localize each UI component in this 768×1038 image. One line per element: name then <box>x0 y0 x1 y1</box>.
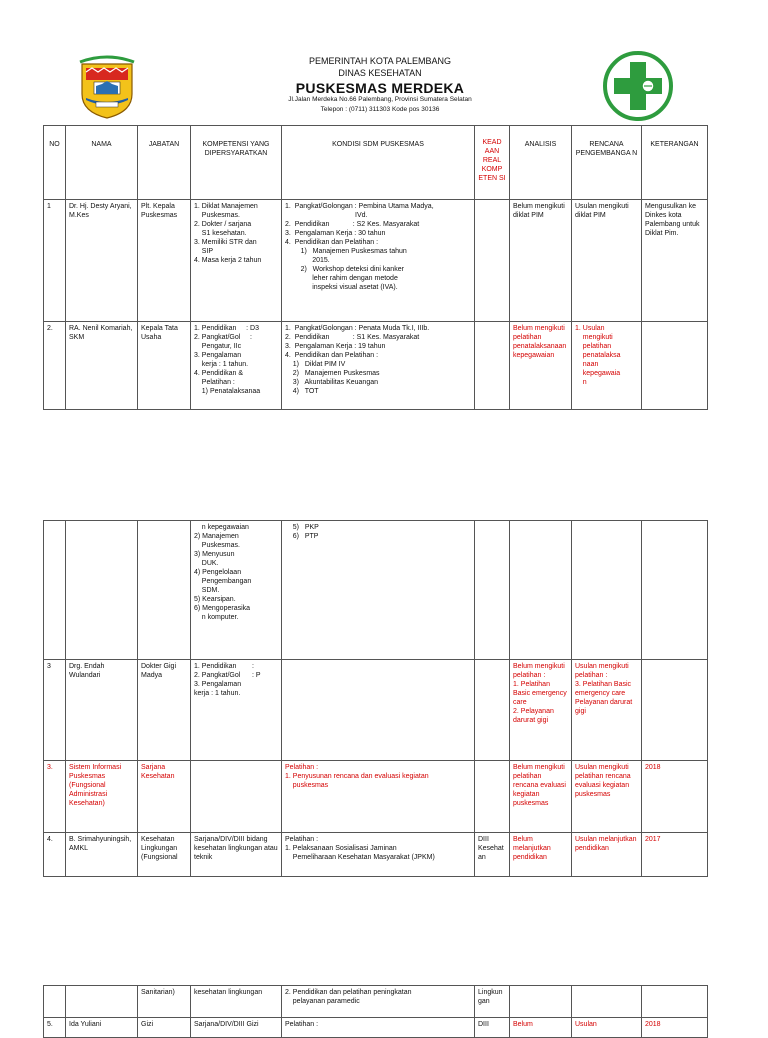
letterhead-title: PUSKESMAS MERDEKA <box>295 80 465 96</box>
cell-kompetensi <box>191 761 282 833</box>
cell-nama: Ida Yuliani <box>66 1018 138 1038</box>
cell-keadaan <box>475 660 510 761</box>
cell-keadaan <box>475 761 510 833</box>
cell-rencana: Usulan mengikuti pelatihan : 3. Pelatihan Basic emergency care Pelayanan darurat gigi <box>572 660 642 761</box>
cell-keadaan <box>475 521 510 660</box>
table-header-row <box>44 126 708 200</box>
header-no: NO <box>44 126 66 200</box>
cell-keadaan: DIII Kesehatan <box>475 833 510 877</box>
table-row <box>44 322 708 410</box>
cell-rencana: Usulan mengikuti diklat PIM <box>572 200 642 322</box>
cell-kondisi: 1. Pangkat/Golongan : Pembina Utama Madya, IVd. 2. Pendidikan : S2 Kes. Masyarakat 3. Pengalaman Kerja : 30 tahun 4. Pendidikan dan Pelatihan : 1) Manajemen Puskesmas tahun 2015. 2) Workshop deteksi dini kanker leher rahim dengan metode inspeksi visual asetat (IVA). <box>282 200 475 322</box>
competency-table-page-1 <box>43 125 708 410</box>
cell-kondisi: 5) PKP 6) PTP <box>282 521 475 660</box>
cell-keterangan: 2018 <box>642 761 708 833</box>
table-row <box>44 1018 708 1038</box>
cell-nama <box>66 521 138 660</box>
header-jabatan: JABATAN <box>138 126 191 200</box>
cell-rencana: 1. Usulan mengikuti pelatihan penatalaksa naan kepegawaia n <box>572 322 642 410</box>
cell-jabatan: Plt. Kepala Puskesmas <box>138 200 191 322</box>
header-kompetensi: KOMPETENSI YANG DIPERSYARATKAN <box>191 126 282 200</box>
cell-rencana: Usulan <box>572 1018 642 1038</box>
cell-kompetensi: 1. Diklat Manajemen Puskesmas. 2. Dokter / sarjana S1 kesehatan. 3. Memiliki STR dan SIP 4. Masa kerja 2 tahun <box>191 200 282 322</box>
table-row <box>44 200 708 322</box>
header-analisis: ANALISIS <box>510 126 572 200</box>
cell-keadaan <box>475 322 510 410</box>
cell-analisis: Belum mengikuti pelatihan rencana evaluasi kegiatan puskesmas <box>510 761 572 833</box>
cell-kondisi: 2. Pendidikan dan pelatihan peningkatan pelayanan paramedic <box>282 986 475 1018</box>
cell-keterangan: 2017 <box>642 833 708 877</box>
cell-rencana <box>572 521 642 660</box>
competency-table-page-3 <box>43 985 708 1038</box>
letterhead-phone: Telepon : (0711) 311303 Kode pos 30136 <box>320 106 440 113</box>
cell-nama: Drg. Endah Wulandari <box>66 660 138 761</box>
cell-keterangan <box>642 322 708 410</box>
cell-jabatan: Sarjana Kesehatan <box>138 761 191 833</box>
cell-rencana <box>572 986 642 1018</box>
cell-analisis: Belum mengikuti pelatihan penatalaksanaan kepegawaian <box>510 322 572 410</box>
header-nama: NAMA <box>66 126 138 200</box>
cell-jabatan <box>138 521 191 660</box>
cell-analisis: Belum mengikuti pelatihan : 1. Pelatihan Basic emergency care 2. Pelayanan darurat gigi <box>510 660 572 761</box>
cell-kompetensi: kesehatan lingkungan <box>191 986 282 1018</box>
cell-analisis: Belum melanjutkan pendidikan <box>510 833 572 877</box>
header-keadaan: KEAD AAN REAL KOMP ETEN SI <box>475 126 510 200</box>
cell-no: 5. <box>44 1018 66 1038</box>
header-kondisi: KONDISI SDM PUSKESMAS <box>282 126 475 200</box>
cell-kondisi: Pelatihan : 1. Penyusunan rencana dan evaluasi kegiatan puskesmas <box>282 761 475 833</box>
letterhead-government: PEMERINTAH KOTA PALEMBANG <box>308 56 452 66</box>
cell-kondisi: Pelatihan : <box>282 1018 475 1038</box>
cell-no: 2. <box>44 322 66 410</box>
cell-keadaan <box>475 200 510 322</box>
cell-keadaan: DIII <box>475 1018 510 1038</box>
cell-keterangan <box>642 521 708 660</box>
cell-no: 3 <box>44 660 66 761</box>
cell-keterangan: 2018 <box>642 1018 708 1038</box>
cell-kompetensi: 1. Pendidikan : 2. Pangkat/Gol : P 3. Pengalaman kerja : 1 tahun. <box>191 660 282 761</box>
cell-keterangan: Mengusulkan ke Dinkes kota Palembang untuk Diklat Pim. <box>642 200 708 322</box>
cell-analisis <box>510 986 572 1018</box>
cell-no <box>44 986 66 1018</box>
cell-kondisi: Pelatihan : 1. Pelaksanaan Sosialisasi Jaminan Pemeliharaan Kesehatan Masyarakat (JPKM) <box>282 833 475 877</box>
cell-kondisi <box>282 660 475 761</box>
cell-nama <box>66 986 138 1018</box>
header-keterangan: KETERANGAN <box>642 126 708 200</box>
cell-kompetensi: Sarjana/DIV/DIII Gizi <box>191 1018 282 1038</box>
cell-kompetensi: 1. Pendidikan : D3 2. Pangkat/Gol : Pengatur, IIc 3. Pengalaman kerja : 1 tahun. 4. Pendidikan & Pelatihan : 1) Penatalaksanaa <box>191 322 282 410</box>
cell-analisis <box>510 521 572 660</box>
cell-analisis: Belum <box>510 1018 572 1038</box>
header-rencana: RENCANA PENGEMBANGA N <box>572 126 642 200</box>
cell-kondisi: 1. Pangkat/Golongan : Penata Muda Tk.I, IIIb. 2. Pendidikan : S1 Kes. Masyarakat 3. Pengalaman Kerja : 19 tahun 4. Pendidikan dan Pelatihan : 1) Diklat PIM IV 2) Manajemen Puskesmas 3) Akuntabilitas Keuangan 4) TOT <box>282 322 475 410</box>
table-row <box>44 660 708 761</box>
cell-jabatan: Kesehatan Lingkungan (Fungsional <box>138 833 191 877</box>
cell-rencana: Usulan melanjutkan pendidikan <box>572 833 642 877</box>
cell-nama: RA. Nenil Komariah, SKM <box>66 322 138 410</box>
cell-keterangan <box>642 660 708 761</box>
cell-keadaan: Lingkungan <box>475 986 510 1018</box>
cell-kompetensi: Sarjana/DIV/DIII bidang kesehatan lingkungan atau teknik <box>191 833 282 877</box>
competency-table-page-2 <box>43 520 708 877</box>
cell-no: 4. <box>44 833 66 877</box>
cell-rencana: Usulan mengikuti pelatihan rencana evaluasi kegiatan puskesmas <box>572 761 642 833</box>
cell-nama: B. Srimahyuningsih, AMKL <box>66 833 138 877</box>
cell-no: 1 <box>44 200 66 322</box>
cell-nama: Sistem Informasi Puskesmas (Fungsional Administrasi Kesehatan) <box>66 761 138 833</box>
table-row <box>44 761 708 833</box>
cell-jabatan: Kepala Tata Usaha <box>138 322 191 410</box>
cell-no <box>44 521 66 660</box>
cell-no: 3. <box>44 761 66 833</box>
cell-kompetensi: n kepegawaian 2) Manajemen Puskesmas. 3) Menyusun DUK. 4) Pengelolaan Pengembangan SDM. 5) Kearsipan. 6) Mengoperasika n komputer. <box>191 521 282 660</box>
letterhead-department: DINAS KESEHATAN <box>338 68 422 78</box>
cell-jabatan: Dokter Gigi Madya <box>138 660 191 761</box>
puskesmas-cross-logo <box>602 50 674 122</box>
cell-keterangan <box>642 986 708 1018</box>
cell-jabatan: Gizi <box>138 1018 191 1038</box>
cell-nama: Dr. Hj. Desty Aryani, M.Kes <box>66 200 138 322</box>
table-row <box>44 833 708 877</box>
table-row <box>44 521 708 660</box>
letterhead-address: Jl.Jalan Merdeka No.66 Palembang, Provinsi Sumatera Selatan <box>288 96 472 103</box>
cell-jabatan: Sanitarian) <box>138 986 191 1018</box>
palembang-crest-logo <box>78 54 136 120</box>
table-row <box>44 986 708 1018</box>
cell-analisis: Belum mengikuti diklat PIM <box>510 200 572 322</box>
